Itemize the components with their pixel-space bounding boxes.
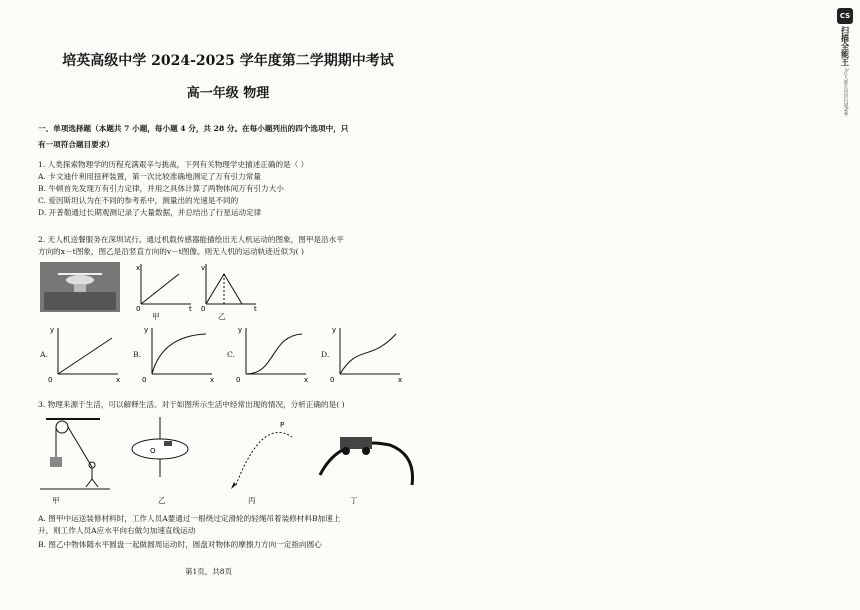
v-t-graph xyxy=(200,262,260,312)
q3-label-ding: 丁 xyxy=(350,496,358,505)
q2-opt-d: D. xyxy=(321,350,330,359)
scanner-tagline: 3亿人都在用的扫描App xyxy=(843,68,848,116)
q2-opt-c: C. xyxy=(227,350,235,359)
svg-text:0: 0 xyxy=(201,305,206,312)
svg-text:y: y xyxy=(50,326,55,334)
q3-stem: 3. 物理来源于生活，可以解释生活。对于如图所示生活中经常出现的情况，分析正确的是( ) xyxy=(38,400,345,409)
svg-text:0: 0 xyxy=(330,376,335,384)
svg-text:x: x xyxy=(136,264,141,272)
q2-opt-b: B. xyxy=(133,350,141,359)
x-t-graph xyxy=(135,262,195,312)
scene-pulley xyxy=(40,419,110,489)
q2-label-yi: 乙 xyxy=(218,312,226,321)
svg-text:x: x xyxy=(304,376,309,384)
svg-text:y: y xyxy=(238,326,243,334)
scanner-brand: 扫描全能王 xyxy=(840,26,850,66)
svg-text:O: O xyxy=(150,447,156,455)
page-1 xyxy=(0,0,430,608)
trajectory-c xyxy=(236,326,308,384)
svg-text:v: v xyxy=(201,264,206,272)
q3-label-bing: 丙 xyxy=(248,496,256,505)
q2-stem-1: 2. 无人机送餐服务在深圳试行。通过机载传感器能描绘出无人机运动的图象，图甲是沿水平 xyxy=(38,235,344,244)
svg-text:t: t xyxy=(189,305,192,312)
svg-text:t: t xyxy=(254,305,257,312)
q1-stem: 1. 人类探索物理学的历程充满艰辛与挑战，下列有关物理学史描述正确的是（ ） xyxy=(38,160,309,169)
q2-opt-a: A. xyxy=(40,350,48,359)
q3-option-a-1: A. 图甲中运送装修材料时，工作人员A要通过一根绕过定滑轮的轻绳吊着装修材料B加速上 xyxy=(38,514,341,523)
exam-subtitle: 高一年级 物理 xyxy=(186,86,270,101)
q1-option-c: C. 爱因斯坦认为在不同的参考系中，测量出的光速是不同的 xyxy=(38,196,239,205)
scanner-logo: CS xyxy=(837,8,853,24)
q1-option-a: A. 卡文迪什利用扭秤装置，第一次比较准确地测定了万有引力常量 xyxy=(38,172,261,181)
svg-text:0: 0 xyxy=(142,376,147,384)
exam-title: 培英高级中学 2024-2025 学年度第二学期期中考试 xyxy=(62,53,394,69)
scene-racecar xyxy=(320,437,413,485)
q3-scenes xyxy=(40,415,420,493)
q2-stem-2: 方向的x－t图象，图乙是沿竖直方向的v－t图像。则无人机的运动轨迹近似为( ) xyxy=(38,247,305,256)
svg-text:x: x xyxy=(210,376,215,384)
svg-text:0: 0 xyxy=(48,376,53,384)
page-2 xyxy=(432,0,827,608)
svg-text:P: P xyxy=(280,421,285,429)
q3-label-jia: 甲 xyxy=(52,496,60,505)
q1-option-b: B. 牛顿首先发现万有引力定律，并用之具体计算了两物体间万有引力大小 xyxy=(38,184,284,193)
q3-label-yi: 乙 xyxy=(158,496,166,505)
q1-option-d: D. 开普勒通过长期观测记录了大量数据，并总结出了行星运动定律 xyxy=(38,208,262,217)
svg-text:x: x xyxy=(116,376,121,384)
svg-text:0: 0 xyxy=(136,305,141,312)
svg-text:0: 0 xyxy=(236,376,241,384)
svg-text:y: y xyxy=(144,326,149,334)
svg-text:y: y xyxy=(332,326,337,334)
trajectory-a xyxy=(48,326,120,384)
q3-option-a-2: 升，则工作人员A应水平向右做匀加速直线运动 xyxy=(38,526,196,535)
svg-text:x: x xyxy=(398,376,403,384)
q3-option-b: B. 图乙中物体随水平圆盘一起做圆周运动时，圆盘对物体的摩擦力方向一定指向圆心 xyxy=(38,540,322,549)
scene-turntable xyxy=(132,417,188,477)
page-1-footer: 第1页，共8页 xyxy=(185,567,233,576)
scene-shuttlecock xyxy=(231,421,292,489)
drone-photo xyxy=(40,262,120,312)
scanner-watermark xyxy=(834,8,856,116)
trajectory-b xyxy=(142,326,214,384)
q2-label-jia: 甲 xyxy=(152,312,160,321)
trajectory-d xyxy=(330,326,402,384)
section-heading-cont: 有一项符合题目要求） xyxy=(38,140,114,149)
section-heading: 一、单项选择题（本题共 7 小题，每小题 4 分，共 28 分。在每小题列出的四个选项中，只 xyxy=(38,124,349,133)
